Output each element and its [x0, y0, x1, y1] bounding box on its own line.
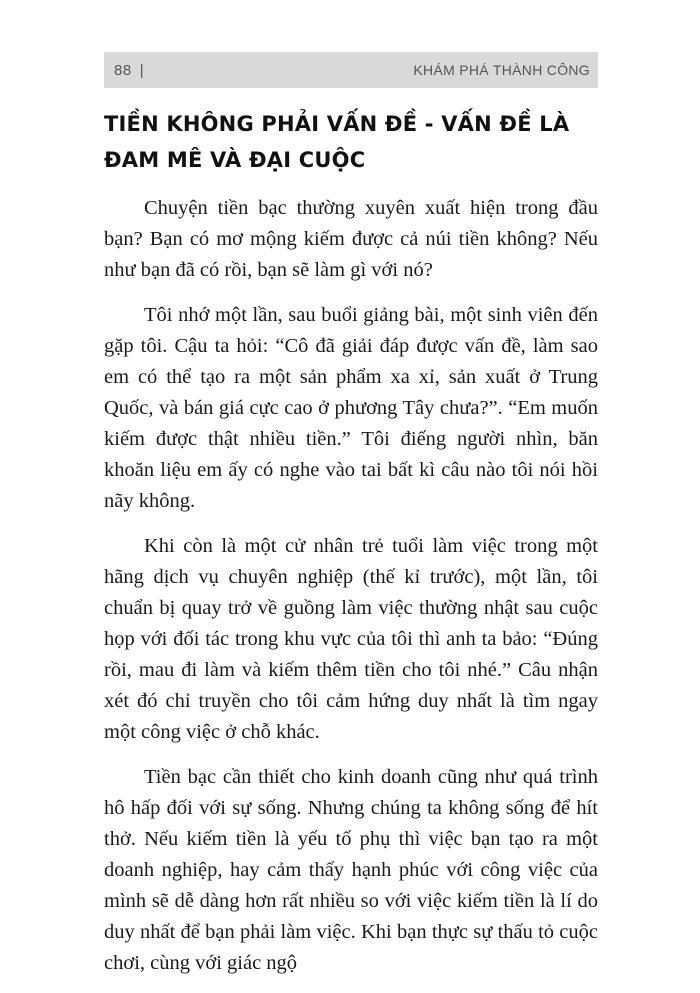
paragraph: Chuyện tiền bạc thường xuyên xuất hiện trong đầu bạn? Bạn có mơ mộng kiếm được cả núi tiền không? Nếu như bạn đã có rồi, bạn sẽ làm gì với nó?: [104, 197, 598, 281]
page-number-value: 88: [114, 61, 132, 79]
running-header: [104, 52, 598, 88]
chapter-title: TIỀN KHÔNG PHẢI VẤN ĐỀ - VẤN ĐỀ LÀ ĐAM MÊ VÀ ĐẠI CUỘC: [104, 112, 570, 172]
paragraph: Tôi nhớ một lần, sau buổi giảng bài, một sinh viên đến gặp tôi. Cậu ta hỏi: “Cô đã giải đáp được vấn đề, làm sao em có thể tạo ra một sản phẩm xa xỉ, sản xuất ở Trung Quốc, và bán giá cực cao ở phương Tây chưa?”. “Em muốn kiếm được thật nhiều tiền.” Tôi điếng người nhìn, băn khoăn liệu em ấy có nghe vào tai bất kì câu nào tôi nói hồi nãy không.: [104, 304, 598, 512]
header-separator: |: [139, 61, 145, 79]
body-text: [104, 193, 598, 993]
paragraph: Khi còn là một cử nhân trẻ tuổi làm việc trong một hãng dịch vụ chuyên nghiệp (thế kỉ trước), một lần, tôi chuẩn bị quay trở về guồng làm việc thường nhật sau cuộc họp với đối tác trong khu vực của tôi thì anh ta bảo: “Đúng rồi, mau đi làm và kiếm thêm tiền cho tôi nhé.” Câu nhận xét đó chỉ truyền cho tôi cảm hứng duy nhất là tìm ngay một công việc ở chỗ khác.: [104, 535, 598, 743]
running-title: KHÁM PHÁ THÀNH CÔNG: [413, 62, 590, 78]
paragraph: Tiền bạc cần thiết cho kinh doanh cũng như quá trình hô hấp đối với sự sống. Nhưng chúng ta không sống để hít thở. Nếu kiếm tiền là yếu tố phụ thì việc bạn tạo ra một doanh nghiệp, hay cảm thấy hạnh phúc với công việc của mình sẽ dễ dàng hơn rất nhiều so với việc kiếm tiền là lí do duy nhất để bạn phải làm việc. Khi bạn thực sự thấu tỏ cuộc chơi, cùng với giác ngộ: [104, 766, 598, 974]
page-number: [114, 62, 144, 79]
